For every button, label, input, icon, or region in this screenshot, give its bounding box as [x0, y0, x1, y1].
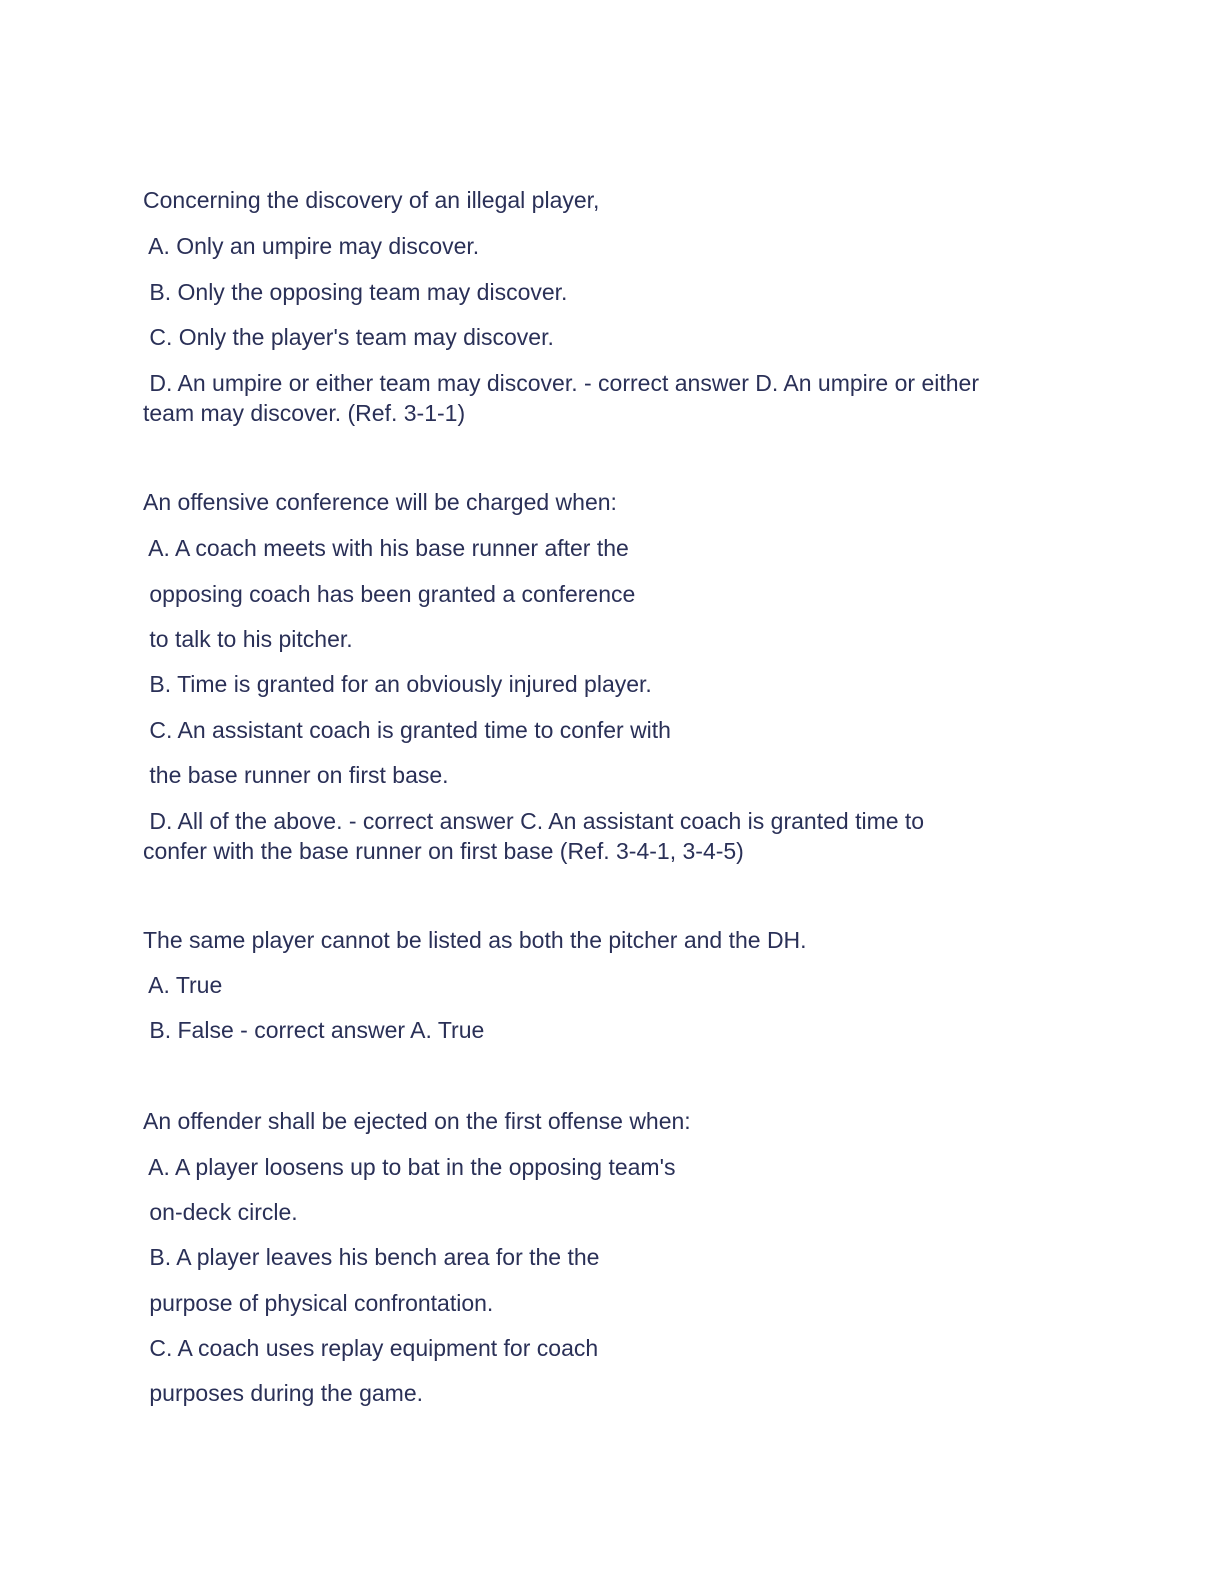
- answer-option: C. Only the player's team may discover.: [143, 324, 554, 350]
- answer-option: on-deck circle.: [143, 1199, 298, 1225]
- answer-option: B. Only the opposing team may discover.: [143, 279, 568, 305]
- answer-option: A. True: [143, 972, 223, 998]
- answer-option: A. Only an umpire may discover.: [143, 233, 480, 259]
- answer-option: C. A coach uses replay equipment for coach: [143, 1335, 599, 1361]
- answer-option-with-correct-answer: D. All of the above. - correct answer C. An assistant coach is granted time to: [143, 808, 925, 834]
- answer-option: purposes during the game.: [143, 1380, 424, 1406]
- question-stem: Concerning the discovery of an illegal player,: [143, 187, 600, 213]
- question-stem: The same player cannot be listed as both the pitcher and the DH.: [143, 927, 807, 953]
- correct-answer-continuation: team may discover. (Ref. 3-1-1): [143, 400, 466, 426]
- answer-option-with-correct-answer: B. False - correct answer A. True: [143, 1017, 485, 1043]
- answer-option: B. A player leaves his bench area for the the: [143, 1244, 600, 1270]
- answer-option: C. An assistant coach is granted time to confer with: [143, 717, 671, 743]
- answer-option: opposing coach has been granted a conference: [143, 581, 636, 607]
- answer-option: B. Time is granted for an obviously injured player.: [143, 671, 652, 697]
- answer-option: purpose of physical confrontation.: [143, 1290, 494, 1316]
- answer-option-with-correct-answer: D. An umpire or either team may discover. - correct answer D. An umpire or either: [143, 370, 979, 396]
- answer-option: the base runner on first base.: [143, 762, 449, 788]
- answer-option: A. A player loosens up to bat in the opposing team's: [143, 1154, 676, 1180]
- answer-option: to talk to his pitcher.: [143, 626, 353, 652]
- answer-option: A. A coach meets with his base runner after the: [143, 535, 629, 561]
- question-stem: An offensive conference will be charged when:: [143, 489, 617, 515]
- question-stem: An offender shall be ejected on the first offense when:: [143, 1108, 691, 1134]
- correct-answer-continuation: confer with the base runner on first base (Ref. 3-4-1, 3-4-5): [143, 838, 744, 864]
